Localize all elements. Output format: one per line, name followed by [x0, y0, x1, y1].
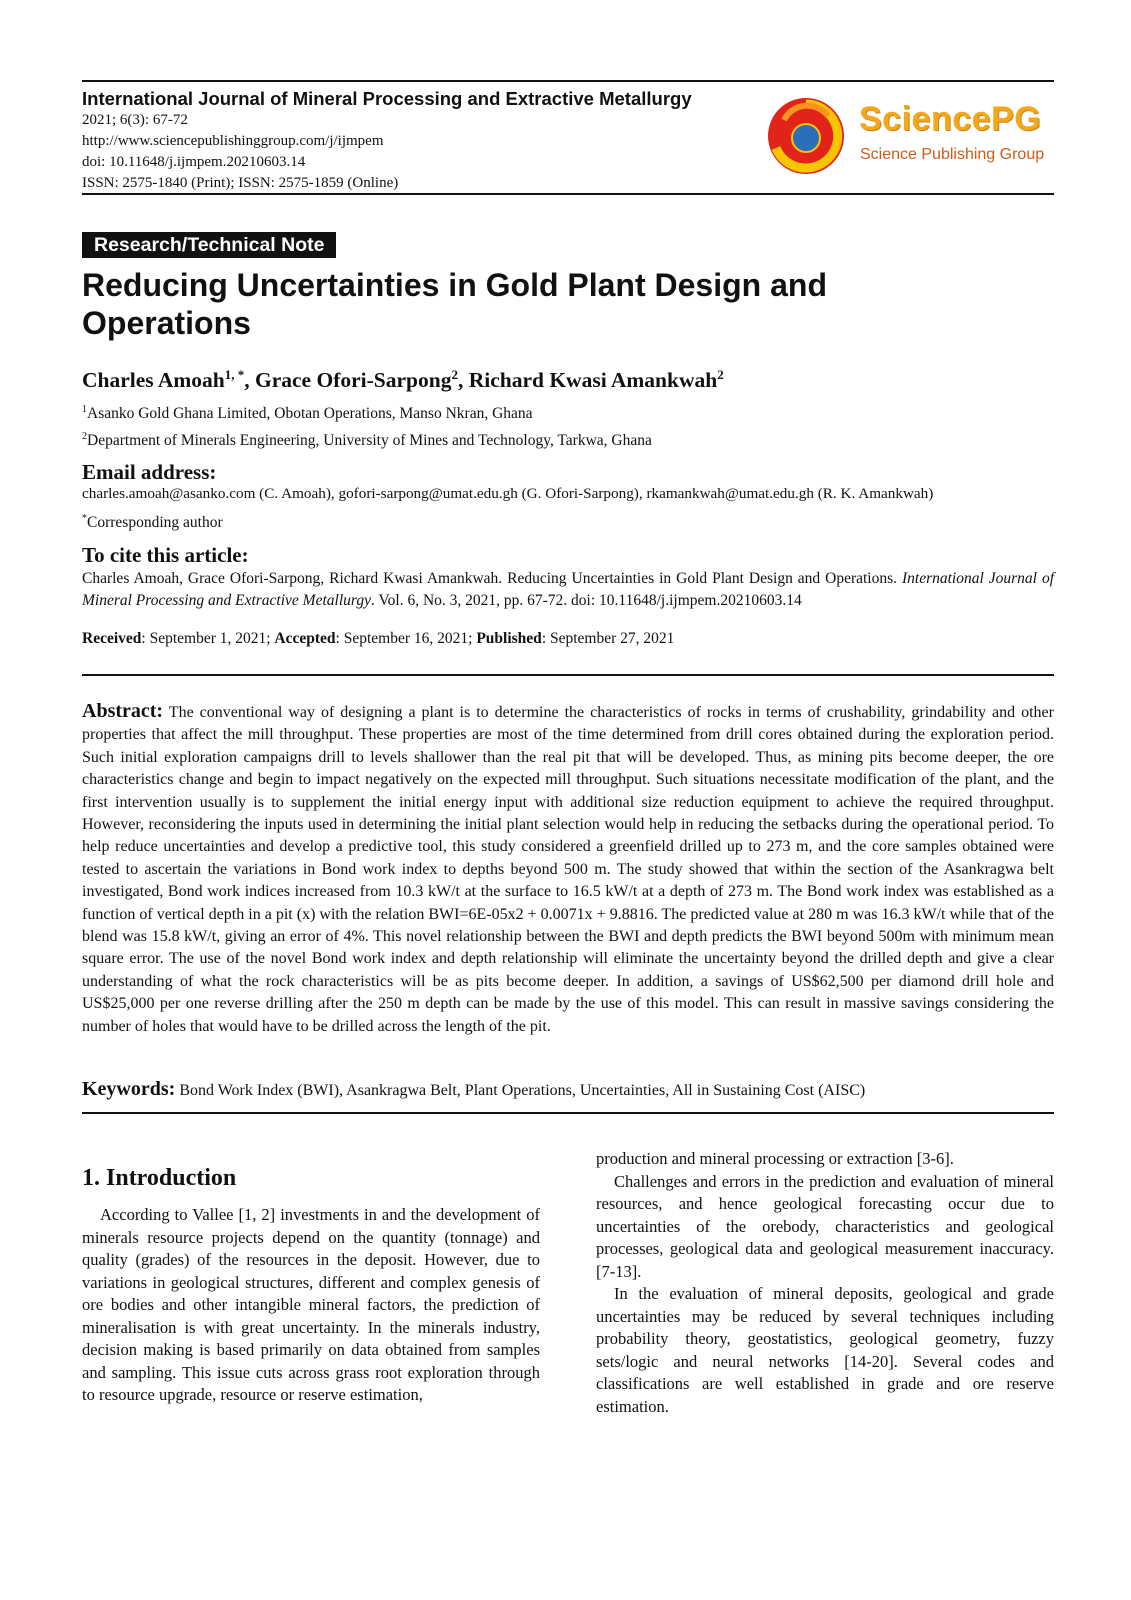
affiliation: [82, 400, 533, 424]
journal-doi: doi: 10.11648/j.ijmpem.20210603.14: [82, 154, 306, 170]
corresponding-text: Corresponding author: [87, 514, 223, 532]
published-label: Published: [476, 630, 542, 647]
author-name: Richard Kwasi Amankwah: [468, 368, 718, 393]
email-list: charles.amoah@asanko.com (C. Amoah), gofori-sarpong@umat.edu.gh (G. Ofori-Sarpong), rkamankwah@umat.edu.gh (R. K. Amankwah): [82, 485, 934, 502]
accepted-date: : September 16, 2021;: [335, 630, 477, 647]
journal-header: [82, 88, 1054, 198]
introduction-heading: 1. Introduction: [82, 1165, 237, 1191]
logo-wordmark: SciencePG: [859, 100, 1042, 138]
citation-journal: International Journal of Mineral Processing and Extractive Metallurgy: [82, 570, 1054, 609]
abstract-top-rule: [82, 674, 1054, 676]
author-affiliation-mark: 2: [717, 367, 724, 382]
author-name: Grace Ofori-Sarpong: [255, 368, 452, 393]
publication-dates: [82, 628, 1054, 650]
affiliation-mark: 1: [82, 404, 87, 415]
journal-name: International Journal of Mineral Processing and Extractive Metallurgy: [82, 88, 692, 109]
intro-continuation: production and mineral processing or extraction [3-6].: [596, 1149, 954, 1168]
corresponding-mark: *: [82, 513, 87, 524]
keywords-label: Keywords:: [82, 1078, 176, 1100]
affiliation-text: Department of Minerals Engineering, University of Mines and Technology, Tarkwa, Ghana: [87, 432, 652, 450]
affiliation: [82, 427, 652, 451]
keywords: [82, 1078, 1054, 1102]
article-type-badge: Research/Technical Note: [82, 232, 336, 258]
published-date: : September 27, 2021: [541, 630, 675, 647]
sciencepg-logo: [764, 94, 1054, 178]
intro-paragraph: Challenges and errors in the prediction and evaluation of mineral resources, and hence geological forecasting occur due to uncertainties of the orebody, characteristics and geological processes, geological data and geological measurement inaccuracy. [7-13].: [596, 1171, 1054, 1281]
author-affiliation-mark: 1, *: [224, 367, 245, 382]
abstract: [82, 700, 1054, 1038]
sciencepg-logo-icon: [764, 94, 852, 178]
accepted-label: Accepted: [274, 630, 336, 647]
journal-volume: 2021; 6(3): 67-72: [82, 112, 188, 128]
abstract-label: Abstract:: [82, 700, 164, 722]
top-rule: [82, 80, 1054, 82]
header-rule: [82, 193, 1054, 195]
journal-url[interactable]: http://www.sciencepublishinggroup.com/j/ijmpem: [82, 133, 384, 149]
right-column: [596, 1148, 1054, 1418]
author-list: Charles Amoah$^{1, *}$, Grace Ofori-Sarpong$^2$, Richard Kwasi Amankwah$^2$: [82, 367, 724, 393]
author-affiliation-mark: 2: [451, 367, 458, 382]
received-label: Received: [82, 630, 142, 647]
author-name: Charles Amoah: [82, 368, 225, 393]
article-title: Reducing Uncertainties in Gold Plant Design and Operations: [82, 267, 827, 341]
logo-subtitle: Science Publishing Group: [860, 146, 1045, 163]
email-heading: Email address:: [82, 460, 217, 484]
citation-end: . Vol. 6, No. 3, 2021, pp. 67-72. doi: 10.11648/j.ijmpem.20210603.14: [370, 592, 802, 609]
abstract-text: The conventional way of designing a plant is to determine the characteristics of rocks in terms of crushability, grindability and other properties that affect the mill throughput. These properties are most of the time determined from drill cores obtained during the exploration period. Such initial exploration campaigns drill to levels shallower than the real pit that will be developed. Thus, as mining pits become deeper, the ore characteristics change and begin to impact negatively on the expected mill throughput. Such situations necessitate modification of the plant, and the first intervention usually is to supplement the initial energy input with additional size reduction equipment to achieve the required throughput. However, reconsidering the inputs used in determining the initial plant selection would help in reducing the setbacks during the operational period. To help reduce uncertainties and develop a predictive tool, this study considered a greenfield drilled up to 273 m, and the core samples obtained were tested to ascertain the variations in Bond work index to depths beyond 500 m. The study showed that within the section of the Asankragwa belt investigated, Bond work indices increased from 10.3 kW/t at the surface to 16.5 kW/t at a depth of 273 m. The Bond work index was established as a function of vertical depth in a pit (x) with the relation BWI=6E-05x2 + 0.0071x + 9.8816. The predicted value at 280 m was 16.3 kW/t while that of the blend was 15.8 kW/t, giving an error of 4%. This novel relationship between the BWI and depth predicts the BWI beyond 500m with minimum mean square error. The use of the novel Bond work index and depth relationship will eliminate the uncertainty beyond the drilled depth and give a clear understanding of what the rock characteristics will be as pits become deeper. In addition, a savings of US$62,500 per diamond drill hole and US$25,000 per one reverse drilling after the 250 m depth can be made by the use of this model. This can result in massive savings considering the number of holes that would have to be drilled across the length of the pit.: [82, 704, 1054, 1035]
received-date: : September 1, 2021;: [141, 630, 275, 647]
journal-issn: ISSN: 2575-1840 (Print); ISSN: 2575-1859 (Online): [82, 175, 399, 191]
keywords-text: Bond Work Index (BWI), Asankragwa Belt, Plant Operations, Uncertainties, All in Sustaining Cost (AISC): [179, 1082, 866, 1099]
affiliation-mark: 2: [82, 431, 87, 442]
keywords-bottom-rule: [82, 1112, 1054, 1114]
corresponding-author-note: [82, 508, 1054, 534]
intro-paragraph: In the evaluation of mineral deposits, geological and grade uncertainties may be reduced by several techniques including probability theory, geostatistics, geological geometry, fuzzy sets/logic and neural networks [14-20]. Several codes and classifications are well established in grade and ore reserve estimation.: [596, 1284, 1054, 1416]
affiliation-text: Asanko Gold Ghana Limited, Obotan Operations, Manso Nkran, Ghana: [87, 405, 533, 423]
citation-start: Charles Amoah, Grace Ofori-Sarpong, Richard Kwasi Amankwah. Reducing Uncertainties in Gold Plant Design and Operations.: [82, 570, 902, 587]
intro-paragraph: According to Vallee [1, 2] investments in and the development of minerals resource projects depend on the quantity (tonnage) and quality (grades) of the resources in the deposit. However, due to variations in geological structures, different and complex genesis of ore bodies and other intangible mineral factors, the prediction of mineralisation is with great uncertainty. In the minerals industry, decision making is based primarily on data obtained from samples and sampling. This issue cuts across grass root exploration through to resource upgrade, resource or reserve estimation,: [82, 1205, 540, 1404]
cite-heading: To cite this article:: [82, 543, 249, 567]
left-column: [82, 1204, 540, 1407]
citation-text: [82, 568, 1054, 612]
